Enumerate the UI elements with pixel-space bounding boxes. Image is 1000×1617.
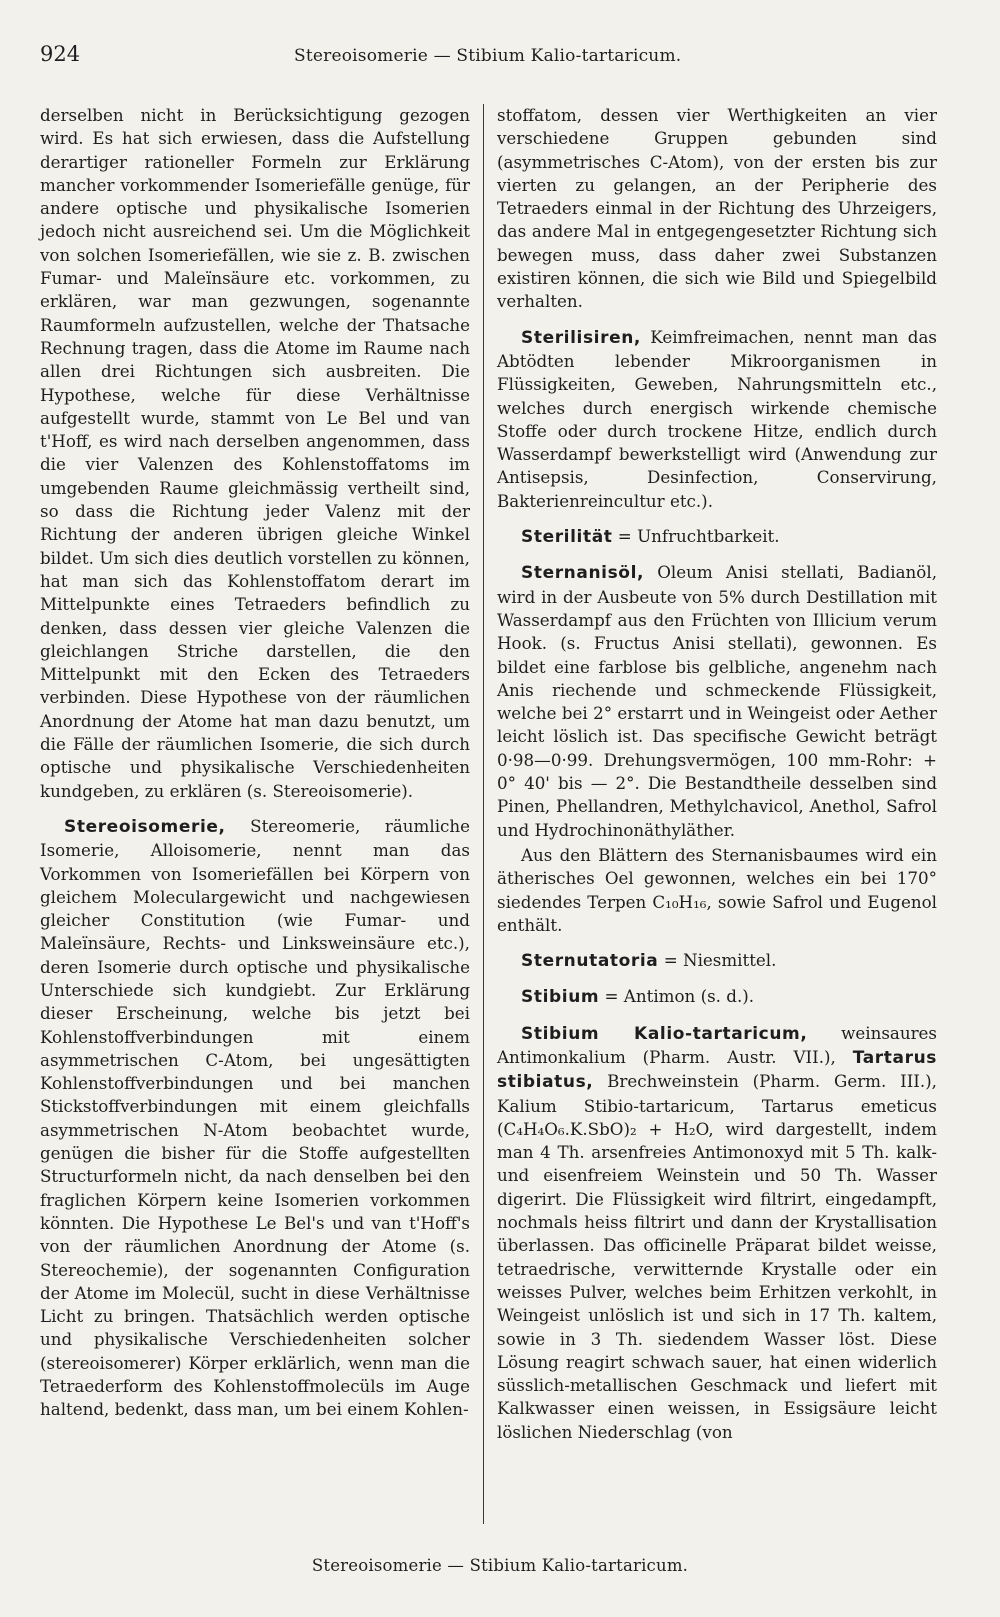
headword-sternutatoria: Sternutatoria (521, 951, 659, 972)
headword-stibium: Stibium (521, 987, 600, 1008)
entry-sternanisoel (497, 561, 937, 842)
entry-text: Stereomerie, räumliche Isomerie, Alloisomerie, nennt man das Vorkommen von Isomeriefällen bei Körpern von gleichem Moleculargewicht und nachgewiesen gleicher Constitution (wie Fumar- und Maleïnsäure, Rechts- und Linksweinsäure etc.), deren Isomerie durch optische und physikalische Unterschiede sich kundgiebt. Zur Erklärung dieser Erscheinung, welche bis jetzt bei Kohlenstoffverbindungen mit einem asymmetrischen C-Atom, bei ungesättigten Kohlenstoffverbindungen und bei manchen Stickstoffverbindungen mit einem gleichfalls asymmetrischen N-Atom beobachtet wurde, genügen die bisher für die Stoffe aufgestellten Structurformeln nicht, da nach denselben bei den fraglichen Körpern keine Isomerien vorkommen könnten. Die Hypothese Le Bel's und van t'Hoff's von der räumlichen Anordnung der Atome (s. Stereochemie), der sogenannten Configuration der Atome im Molecül, sucht in diese Verhältnisse Licht zu bringen. Thatsächlich werden optische und physikalische Verschiedenheiten solcher (stereoisomerer) Körper erklärlich, wenn man die Tetraederform des Kohlenstoffmolecüls im Auge haltend, bedenkt, dass man, um bei einem Kohlen- (40, 815, 470, 1420)
entry-stereoisomerie (40, 815, 470, 1422)
entry-text: = Antimon (s. d.). (599, 986, 755, 1007)
entry-text: Keimfreimachen, nennt man das Abtödten lebender Mikroorganismen in Flüssigkeiten, Geweben, Nahrungsmitteln etc., welches durch energisch wirkende chemische Stoffe oder durch trockene Hitze, endlich durch Wasserdampf bewerkstelligt wird (Anwendung zur Antisepsis, Desinfection, Conservirung, Bakterienreincultur etc.). (497, 326, 937, 511)
page-header (40, 42, 960, 76)
entry-continuation: Aus den Blättern des Sternanisbaumes wird ein ätherisches Oel gewonnen, welches ein bei 170° siedendes Terpen C₁₀H₁₆, sowie Safrol und Eugenol enthält. (497, 844, 937, 935)
paragraph-continuation: stoffatom, dessen vier Werthigkeiten an vier verschiedene Gruppen gebunden sind (asymmetrisches C-Atom), von der ersten bis zur vierten zu gelangen, an der Peripherie des Tetraeders einmal in der Richtung des Uhrzeigers, das andere Mal in entgegengesetzter Richtung sich bewegen muss, dass daher zwei Substanzen existiren können, die sich wie Bild und Spiegelbild verhalten. (497, 105, 937, 312)
entry-text: = Niesmittel. (658, 950, 777, 971)
entry-stibium-kalio-tartaricum (497, 1022, 937, 1444)
page-number: 924 (40, 42, 81, 66)
headword-stereoisomerie: Stereoisomerie, (64, 816, 226, 837)
entry-text: Brechweinstein (Pharm. Germ. III.), Kalium Stibio-tartaricum, Tartarus emeticus (C₄H₄O₆.K.SbO)₂ + H₂O, wird dargestellt, indem man 4 Th. arsenfreies Antimonoxyd mit 5 Th. kalk- und eisenfreiem Weinstein und 50 Th. Wasser digerirt. Die Flüssigkeit wird filtrirt, eingedampft, nochmals heiss filtrirt und dann der Krystallisation überlassen. Das officinelle Präparat bildet weisse, tetraedrische, verwitternde Krystalle oder ein weisses Pulver, welches beim Erhitzen verkohlt, in Weingeist unlöslich ist und sich in 17 Th. kaltem, sowie in 3 Th. siedendem Wasser löst. Diese Lösung reagirt schwach sauer, hat einen widerlich süsslich-metallischen Geschmack und liefert mit Kalkwasser einen weissen, in Essigsäure leicht löslichen Niederschlag (von (497, 1071, 937, 1442)
paragraph-continuation: derselben nicht in Berücksichtigung gezogen wird. Es hat sich erwiesen, dass die Aufstellung derartiger rationeller Formeln zur Erklärung mancher vorkommender Isomeriefälle genüge, für andere optische und physikalische Isomerien jedoch nicht ausreichend sei. Um die Möglichkeit von solchen Isomeriefällen, wie sie z. B. zwischen Fumar- und Maleïnsäure etc. vorkommen, zu erklären, war man gezwungen, sogenannte Raumformeln aufzustellen, welche der Thatsache Rechnung tragen, dass die Atome im Raume nach allen drei Richtungen sich ausbreiten. Die Hypothese, welche für diese Verhältnisse aufgestellt wurde, stammt von Le Bel und van t'Hoff, es wird nach derselben angenommen, dass die vier Valenzen des Kohlenstoffatoms im umgebenden Raume gleichmässig vertheilt sind, so dass die Richtung jeder Valenz mit der Richtung der anderen übrigen gleiche Winkel bildet. Um sich dies deutlich vorstellen zu können, hat man sich das Kohlenstoffatom derart im Mittelpunkte eines Tetraeders befindlich zu denken, dass dessen vier gleiche Valenzen die gleichlangen Striche darstellen, die den Mittelpunkt mit den Ecken des Tetraeders verbinden. Diese Hypothese von der räumlichen Anordnung der Atome hat man dazu benutzt, um die Fälle der räumlichen Isomerie, die sich durch optische und physikalische Verschiedenheiten kundgeben, zu erklären (s. Stereoisomerie). (40, 105, 470, 801)
entry-stibium (497, 985, 937, 1009)
headword-sterilisiren: Sterilisiren, (521, 327, 641, 348)
right-column (497, 104, 937, 1444)
entry-sterilitaet (497, 525, 937, 549)
page-footer: Stereoisomerie — Stibium Kalio-tartaricum. (311, 1556, 689, 1575)
left-column (40, 104, 470, 1422)
entry-text: Oleum Anisi stellati, Badianöl, wird in der Ausbeute von 5% durch Destillation mit Wasserdampf aus den Früchten von Illicium verum Hook. (s. Fructus Anisi stellati), gewonnen. Es bildet eine farblose bis gelbliche, angenehm nach Anis riechende und schmeckende Flüssigkeit, welche bei 2° erstarrt und in Weingeist oder Aether leicht löslich ist. Das specifische Gewicht beträgt 0·98—0·99. Drehungsvermögen, 100 mm-Rohr: + 0° 40' bis — 2°. Die Bestandtheile desselben sind Pinen, Phellandren, Methylchavicol, Anethol, Safrol und Hydrochinonäthyläther. (497, 562, 937, 840)
headword-sterilitaet: Sterilität (521, 527, 613, 548)
headword-stibium-kalio-tartaricum: Stibium Kalio-tartaricum, (521, 1023, 808, 1044)
column-divider (483, 104, 484, 1524)
headword-tartarus-stibiatus: Tartarus stibiatus, (497, 1047, 937, 1093)
entry-sternutatoria (497, 949, 937, 973)
headword-sternanisoel: Sternanisöl, (521, 563, 645, 584)
entry-text: weinsaures Antimonkalium (Pharm. Austr. VII.), (497, 1022, 937, 1067)
running-head: Stereoisomerie — Stibium Kalio-tartaricum. (294, 46, 682, 66)
entry-text: = Unfruchtbarkeit. (612, 526, 780, 547)
entry-sterilisiren (497, 326, 937, 513)
